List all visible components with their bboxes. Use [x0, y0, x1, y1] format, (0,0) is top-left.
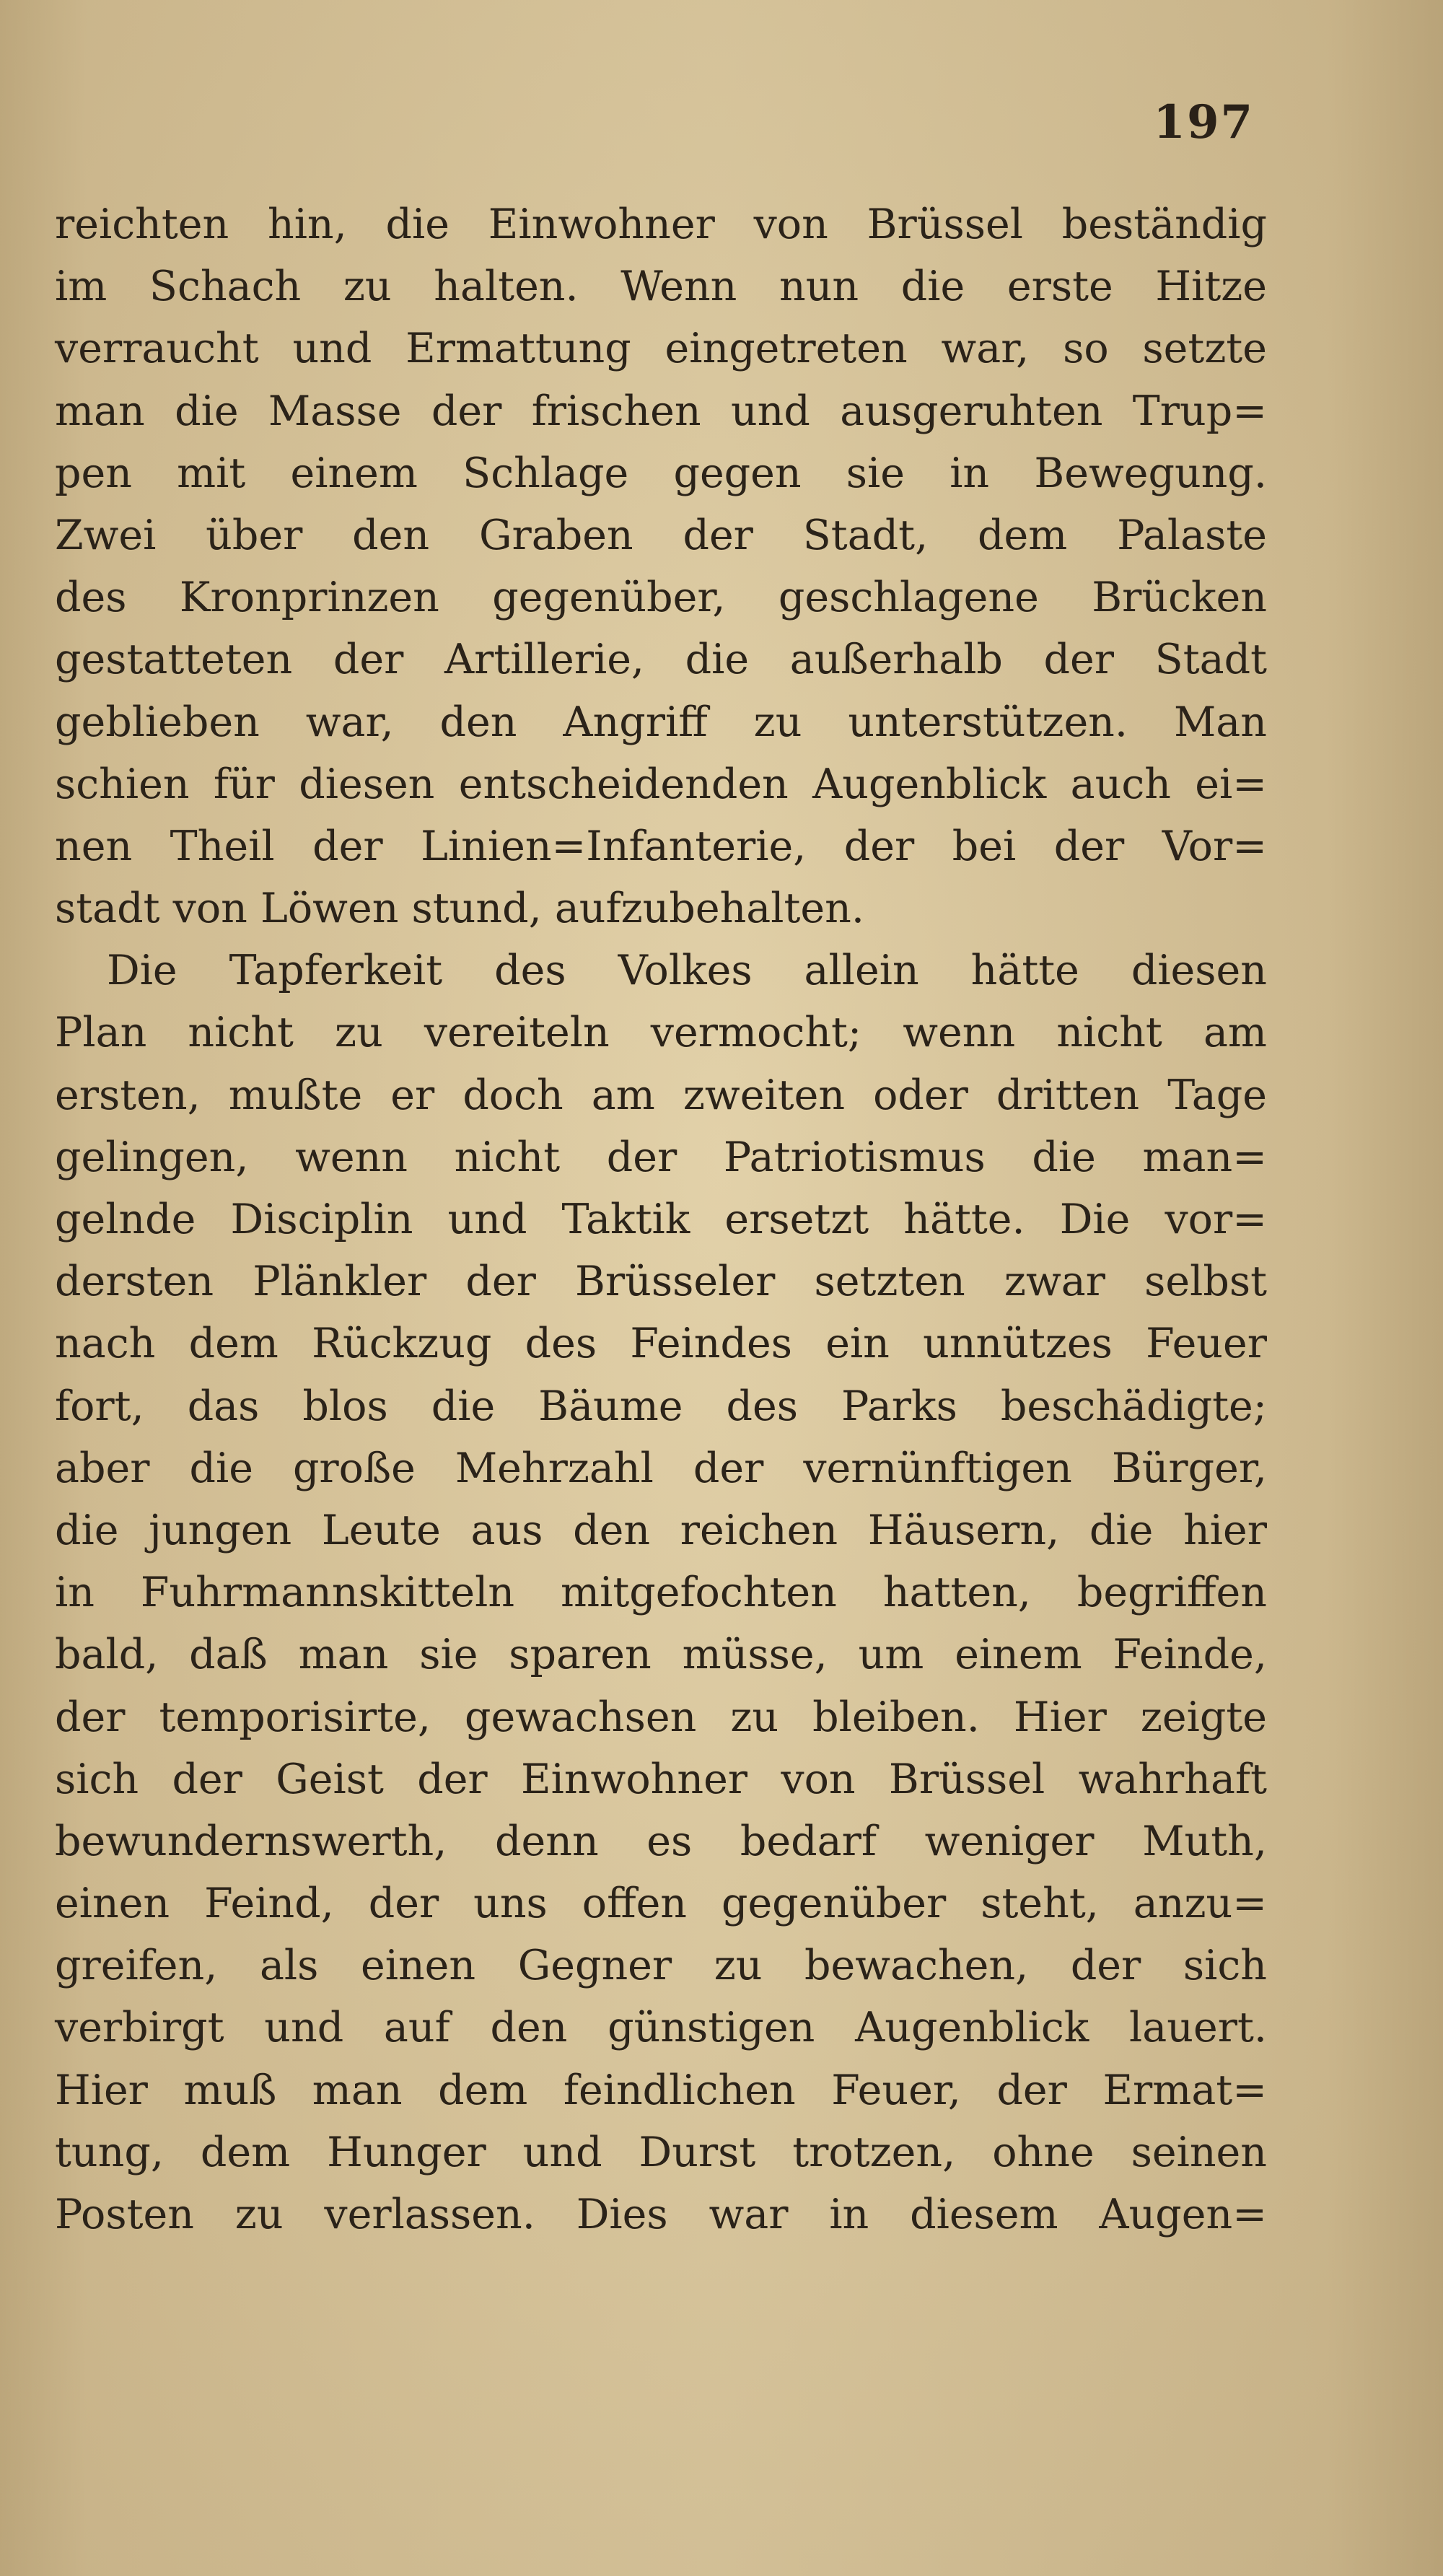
- text-line: tung, dem Hunger und Durst trotzen, ohne seinen: [55, 2128, 1267, 2176]
- text-line: im Schach zu halten. Wenn nun die erste Hitze: [55, 263, 1267, 311]
- text-line: stadt von Löwen stund, aufzubehalten.: [55, 885, 864, 933]
- text-line: gelnde Disciplin und Taktik ersetzt hätte. Die vor=: [55, 1196, 1267, 1243]
- text-line: sich der Geist der Einwohner von Brüssel wahrhaft: [55, 1755, 1267, 1803]
- text-line: gelingen, wenn nicht der Patriotismus die man=: [55, 1133, 1267, 1181]
- text-line: greifen, als einen Gegner zu bewachen, der sich: [55, 1942, 1267, 1990]
- text-line: geblieben war, den Angriff zu unterstützen. Man: [55, 698, 1267, 746]
- text-line: pen mit einem Schlage gegen sie in Bewegung.: [55, 449, 1267, 497]
- text-line: nen Theil der Linien=Infanterie, der bei der Vor=: [55, 822, 1267, 870]
- text-line: Posten zu verlassen. Dies war in diesem Augen=: [55, 2191, 1267, 2238]
- text-line: des Kronprinzen gegenüber, geschlagene Brücken: [55, 574, 1267, 622]
- text-line: Plan nicht zu vereiteln vermocht; wenn nicht am: [55, 1009, 1267, 1057]
- text-line: dersten Plänkler der Brüsseler setzten zwar selbst: [55, 1258, 1267, 1306]
- text-line: fort, das blos die Bäume des Parks beschädigte;: [55, 1382, 1267, 1430]
- text-line: Zwei über den Graben der Stadt, dem Palaste: [55, 511, 1267, 559]
- text-line: bewundernswerth, denn es bedarf weniger Muth,: [55, 1817, 1267, 1865]
- text-line: reichten hin, die Einwohner von Brüssel beständig: [55, 201, 1267, 248]
- text-line: bald, daß man sie sparen müsse, um einem Feinde,: [55, 1631, 1267, 1679]
- body-text: [55, 193, 1267, 2246]
- page-number: 197: [1153, 95, 1254, 149]
- text-line: verraucht und Ermattung eingetreten war, so setzte: [55, 325, 1267, 373]
- text-line: schien für diesen entscheidenden Augenblick auch ei=: [55, 760, 1267, 808]
- text-line: ersten, mußte er doch am zweiten oder dritten Tage: [55, 1071, 1267, 1119]
- text-line: die jungen Leute aus den reichen Häusern, die hier: [55, 1506, 1267, 1554]
- text-line: man die Masse der frischen und ausgeruhten Trup=: [55, 387, 1267, 435]
- text-line: der temporisirte, gewachsen zu bleiben. Hier zeigte: [55, 1693, 1267, 1741]
- text-line: Die Tapferkeit des Volkes allein hätte diesen: [107, 947, 1267, 995]
- text-line: gestatteten der Artillerie, die außerhalb der Stadt: [55, 636, 1267, 684]
- text-line: Hier muß man dem feindlichen Feuer, der Ermat=: [55, 2066, 1267, 2114]
- text-line: einen Feind, der uns offen gegenüber steht, anzu=: [55, 1880, 1267, 1928]
- text-line: in Fuhrmannskitteln mitgefochten hatten, begriffen: [55, 1569, 1267, 1617]
- text-line: nach dem Rückzug des Feindes ein unnützes Feuer: [55, 1320, 1267, 1368]
- text-line: verbirgt und auf den günstigen Augenblick lauert.: [55, 2004, 1267, 2052]
- text-line: aber die große Mehrzahl der vernünftigen Bürger,: [55, 1444, 1267, 1492]
